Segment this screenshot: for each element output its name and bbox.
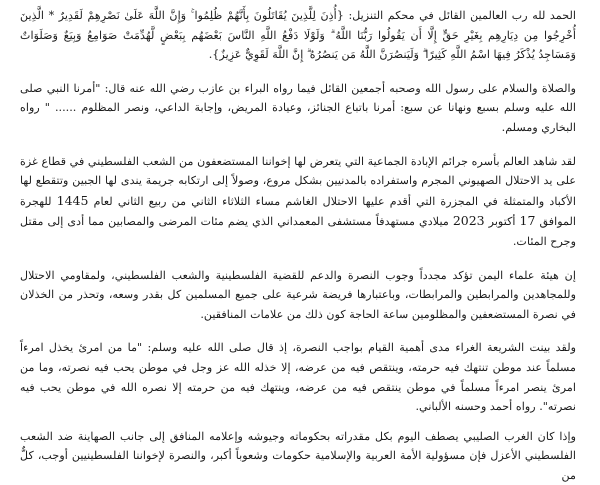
paragraph-gaza-massacre	[20, 152, 576, 252]
western-stance-text: وإذا كان الغرب الصليبي يصطف اليوم بكل مقدراته بحكوماته وجيوشه وإعلامه المنافق إلى جانب الصهاينة ضد الشعب الفلسطيني الأعزل فإن مسؤولية الأمة العربية والإسلامية حكومات وشعوباً أكبر، والنصرة لإخواننا الفلسطينيين أوجب، كلٌّ من	[20, 429, 576, 482]
hadith-source: رواه أحمد وحسنه الألباني.	[415, 400, 540, 414]
paragraph-western-stance	[20, 427, 576, 485]
gaza-text-part4: ميلادي مستهدفاً مستشفى المعمداني الذي يضم مئات المرضى والمصابين مما أدى إلى مقتل وجرح المئات.	[20, 215, 576, 248]
paragraph-duty-of-support	[20, 338, 576, 416]
gregorian-year: 2023	[452, 213, 485, 229]
hadith-quote: "ما من امرئ يخذل امرءاً مسلماً عند موطن تنتهك فيه حرمته، وينتقص فيه من عرضه، إلا خذله الله عز وجل في موطن يحب فيه نصرته، وما من امرئ ينصر امرءاً مسلماً في موطن ينتقص فيه من عرضه، وينتهك فيه من حرمته إلا نصره الله في موطن يحب فيه نصرته".	[20, 341, 576, 414]
hijri-year: 1445	[56, 192, 89, 208]
paragraph-prophet-hadith	[20, 79, 576, 138]
quran-verse: {أُذِنَ لِلَّذِينَ يُقَاتَلُونَ بِأَنَّهُمْ ظُلِمُوا ۚ وَإِنَّ اللَّهَ عَلَىٰ نَصْرِهِمْ لَقَدِيرٌ * الَّذِينَ أُخْرِجُوا مِن دِيَارِهِم بِغَيْرِ حَقٍّ إِلَّا أَن يَقُولُوا رَبُّنَا اللَّهُ ۗ وَلَوْلَا دَفْعُ اللَّهِ النَّاسَ بَعْضَهُم بِبَعْضٍ لَّهُدِّمَتْ صَوَامِعُ وَبِيَعٌ وَصَلَوَاتٌ وَمَسَاجِدُ يُذْكَرُ فِيهَا اسْمُ اللَّهِ كَثِيرًا ۗ وَلَيَنصُرَنَّ اللَّهُ مَن يَنصُرُهُ ۗ إِنَّ اللَّهَ لَقَوِيٌّ عَزِيزٌ}.	[20, 9, 576, 62]
prophet-hadith-text: والصلاة والسلام على رسول الله وصحبه أجمعين القائل فيما رواه البراء بن عازب رضي الله عنه قال: "أمرنا النبي صلى الله عليه وسلم بسبع ونهانا عن سبع: أمرنا باتباع الجنائز، وعيادة المريض، وإجابة الداعي، ونصر المظلوم ...... " رواه البخاري ومسلم.	[20, 81, 576, 134]
gaza-text-part3: أكتوبر	[484, 215, 520, 229]
duty-intro-text: ولقد بينت الشريعة الغراء مدى أهمية القيام بواجب النصرة، إذ قال صلى الله عليه وسلم:	[142, 341, 577, 355]
gaza-text-part2: للهجرة الموافق	[20, 194, 576, 229]
opening-praise-text: الحمد لله رب العالمين القائل في محكم التنزيل:	[343, 9, 576, 22]
paragraph-scholars-statement	[20, 266, 576, 325]
paragraph-opening-praise	[20, 6, 576, 65]
gregorian-day: 17	[519, 213, 536, 229]
scholars-statement-text: إن هيئة علماء اليمن تؤكد مجدداً وجوب النصرة والدعم للقضية الفلسطينية والشعب الفلسطيني، ولمقاومي الاحتلال وللمجاهدين والمرابطين والمرابطات، وباعتبارها فريضة شرعية على جميع المسلمين كل بقدر وسعه، وتحذر من الخذلان في نصرة المستضعفين والمظلومين ساعة الحاجة كون ذلك من علامات المنافقين.	[20, 268, 576, 321]
gaza-text-part1: لقد شاهد العالم بأسره جرائم الإبادة الجماعية التي يتعرض لها إخواننا المستضعفون من الشعب الفلسطيني في قطاع غزة على يد الاحتلال الصهيوني المجرم واستفراده بالمدنيين بشكل مروع، وصولاً إلى ارتكابه جريمة يندى لها الجبين وتتقطع لها الأكباد والمتمثلة في المجزرة التي أقدم عليها الاحتلال الغاشم مساء الثلاثاء الثاني من ربيع الثاني لعام	[20, 154, 576, 208]
